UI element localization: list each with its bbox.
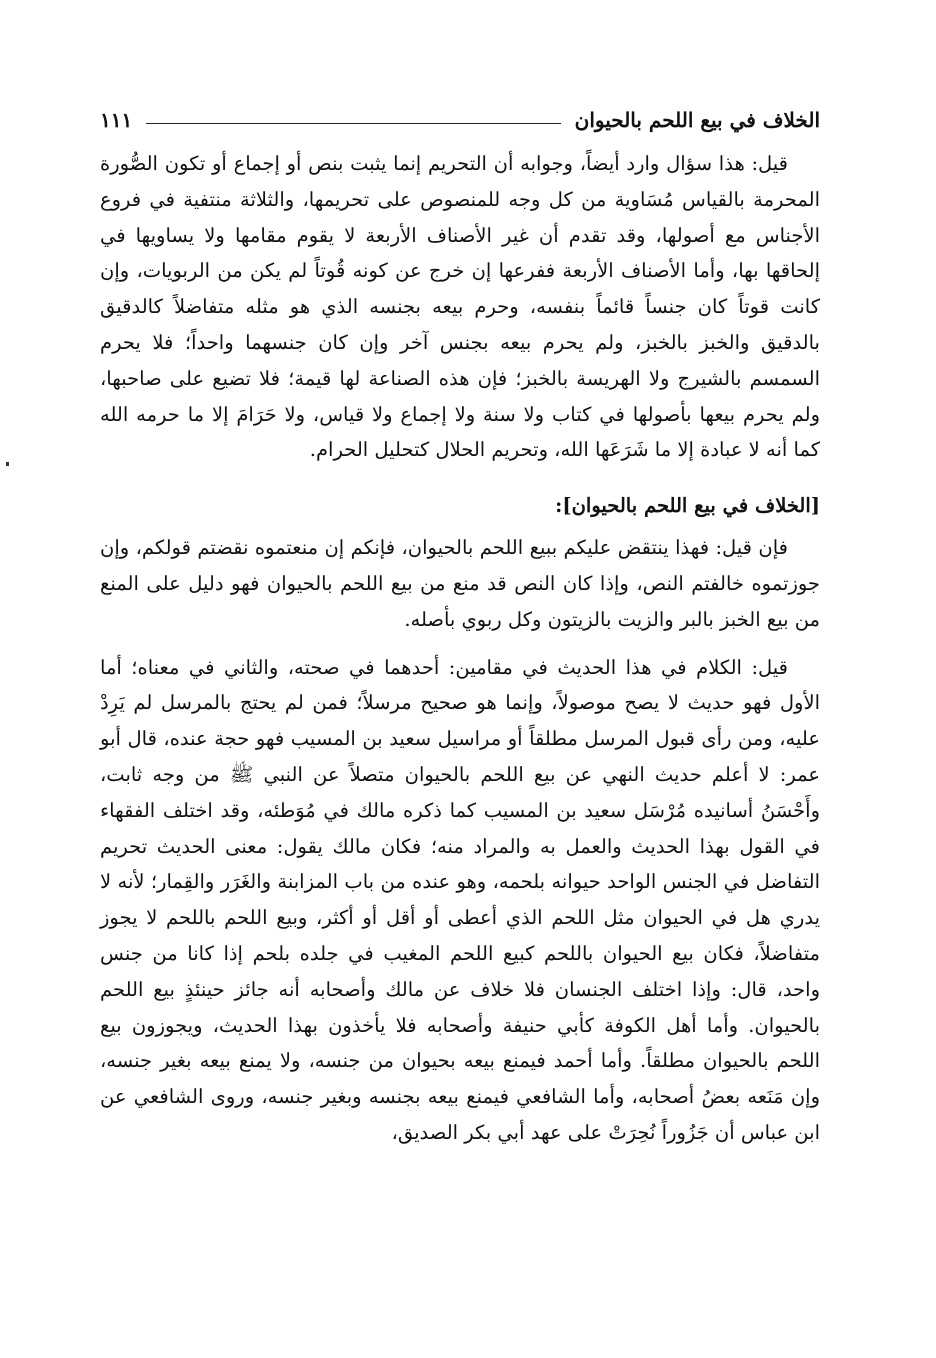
paragraph: قيل: هذا سؤال وارد أيضاً، وجوابه أن التحريم إنما يثبت بنص أو إجماع أو تكون الصُّورة المحرمة بالقياس مُسَاوية من كل وجه للمنصوص على تحريمها، والثلاثة منتفية في فروع الأجناس مع أصولها، وقد تقدم أن غير الأصناف الأربعة لا يقوم مقامها ولا يساويها في إلحاقها بها، وأما الأصناف الأربعة ففرعها إن خرج عن كونه قُوتاً لم يكن من الربويات، وإن كانت قوتاً كان جنساً قائماً بنفسه، وحرم بيعه بجنسه الذي هو مثله متفاضلاً كالدقيق بالدقيق والخبز بالخبز، ولم يحرم بيعه بجنس آخر وإن كان جنسهما واحداً؛ فلا يحرم السمسم بالشيرج ولا الهريسة بالخبز؛ فإن هذه الصناعة لها قيمة؛ فلا تضيع على صاحبها، ولم يحرم بيعها بأصولها في كتاب ولا سنة ولا إجماع ولا قياس، ولا حَرَامَ إلا ما حرمه الله كما أنه لا عبادة إلا ما شَرَعَها الله، وتحريم الحلال كتحليل الحرام.	[100, 152, 820, 462]
paragraph: قيل: الكلام في هذا الحديث في مقامين: أحدهما في صحته، والثاني في معناه؛ أما الأول فهو حديث لا يصح موصولاً، وإنما هو صحيح مرسلاً؛ فمن لم يحتج بالمرسل لم يَرِدْ عليه، ومن رأى قبول المرسل مطلقاً أو مراسيل سعيد بن المسيب فهو حجة عنده، قال أبو عمر: لا أعلم حديث النهي عن بيع اللحم بالحيوان متصلاً عن النبي ﷺ من وجه ثابت، وأَحْسَنُ أسانيده مُرْسَل سعيد بن المسيب كما ذكره مالك في مُوَطئه، وقد اختلف الفقهاء في القول بهذا الحديث والعمل به والمراد منه؛ فكان مالك يقول: معنى الحديث تحريم التفاضل في الجنس الواحد حيوانه بلحمه، وهو عنده من باب المزابنة والغَرَر والقِمار؛ لأنه لا يدري هل في الحيوان مثل اللحم الذي أعطى أو أقل أو أكثر، وبيع اللحم باللحم لا يجوز متفاضلاً، فكان بيع الحيوان باللحم كبيع اللحم المغيب في جلده بلحم إذا كانا من جنس واحد، قال: وإذا اختلف الجنسان فلا خلاف عن مالك وأصحابه أنه جائز حينئذٍ بيع اللحم بالحيوان. وأما أهل الكوفة كأبي حنيفة وأصحابه فلا يأخذون بهذا الحديث، ويجوزون بيع اللحم بالحيوان مطلقاً. وأما أحمد فيمنع بيعه بحيوان من جنسه، ولا يمنع بيعه بغير جنسه، وإن مَنَعه بعضُ أصحابه، وأما الشافعي فيمنع بيعه بجنسه وبغير جنسه، وروى الشافعي عن ابن عباس أن جَزُوراً نُحِرَتْ على عهد أبي بكر الصديق،	[100, 655, 820, 1144]
scan-edge-mark	[6, 462, 9, 466]
header-rule	[146, 123, 560, 124]
page-body	[100, 146, 820, 1151]
page-number: ١١١	[100, 108, 133, 132]
book-page	[100, 100, 820, 1151]
section-heading: [الخلاف في بيع اللحم بالحيوان]:	[555, 494, 820, 518]
paragraph: فإن قيل: فهذا ينتقض عليكم ببيع اللحم بالحيوان، فإنكم إن منعتموه نقضتم قولكم، وإن جوزتموه خالفتم النص، وإذا كان النص قد منع من بيع اللحم بالحيوان فهو دليل على المنع من بيع الخبز بالبر والزيت بالزيتون وكل ربوي بأصله.	[100, 536, 820, 631]
running-header	[100, 100, 820, 140]
paragraph-gap	[100, 638, 820, 650]
running-header-title: الخلاف في بيع اللحم بالحيوان	[574, 108, 820, 132]
